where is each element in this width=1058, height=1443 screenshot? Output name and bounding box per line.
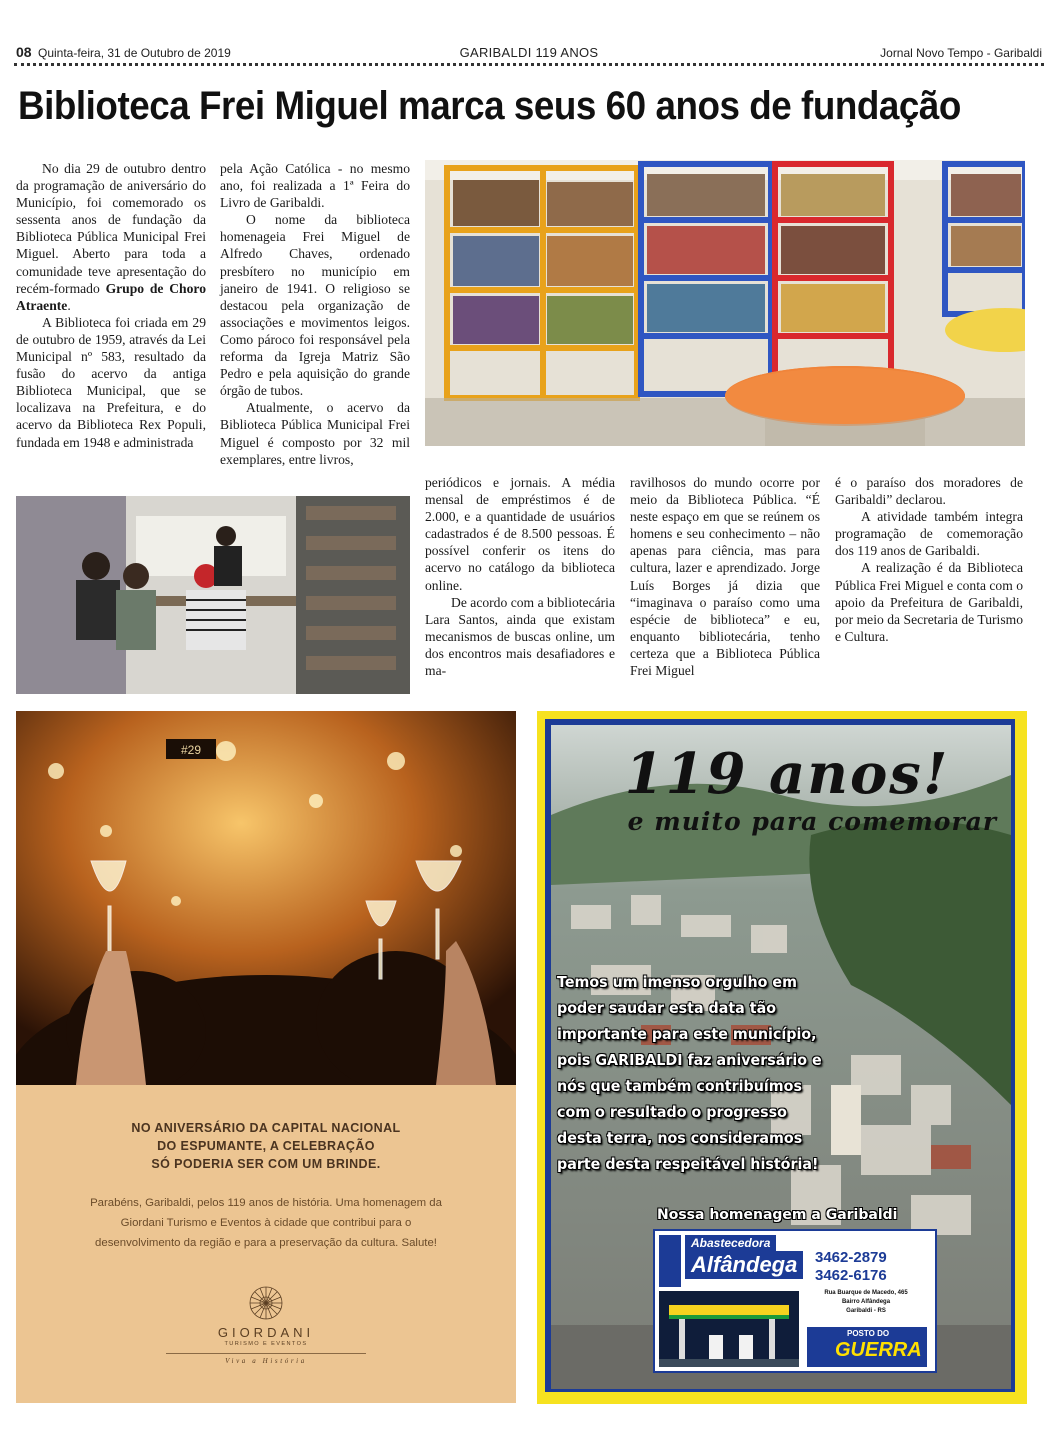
article-column-1 [16, 160, 206, 451]
ad-homage: Nossa homenagem a Garibaldi [657, 1207, 898, 1223]
paragraph: ravilhosos do mundo ocorre por meio da Biblioteca Pública. “É neste espaço em que se reúnem os homens e seu conhecimento – não apenas para ciência, mas para cultura, lazer e aprendizado. Jorge Luís Borges já dizia que “imaginava o paraíso como uma espécie de biblioteca” e eu, enquanto bibliotecária, tenho certeza que a Biblioteca Pública Frei Miguel [630, 475, 820, 679]
paragraph: A atividade também integra programação de comemoração dos 119 anos de Garibaldi. [835, 509, 1023, 559]
library-shelves-photo [425, 160, 1025, 446]
paragraph-text: No dia 29 de outubro dentro da programação de aniversário do Município, foi comemorado os sessenta anos de fundação da Biblioteca Pública Municipal Frei Miguel. Aberto para toda a comunidade teve apresentação do recém-formado [16, 161, 206, 296]
paragraph: periódicos e jornais. A média mensal de empréstimos é de 2.000, e a quantidade de usuários cadastrados é de 8.500 pessoas. É possível conferir os itens do acervo no catálogo da biblioteca online. [425, 475, 615, 593]
article-column-3 [425, 474, 615, 679]
paragraph [16, 160, 206, 314]
ad-subtitle: e muito para comemorar [627, 807, 997, 836]
issue-date: Quinta-feira, 31 de Outubro de 2019 [38, 46, 231, 60]
sponsor-name-1: Abastecedora [685, 1235, 776, 1251]
giordani-brand-sub: TURISMO E EVENTOS [224, 1341, 308, 1347]
giordani-tagline [76, 1119, 456, 1173]
tagline-line: DO ESPUMANTE, A CELEBRAÇÃO [157, 1139, 375, 1153]
newspaper-name: Jornal Novo Tempo - Garibaldi [880, 46, 1042, 60]
paragraph: A Biblioteca foi criada em 29 de outubro de 1959, através da Lei Municipal nº 583, resultado da fusão do acervo da antiga Biblioteca Municipal, que se localizava na Prefeitura, e do acervo da Biblioteca Rex Populi, fundada em 1948 e administrada [16, 314, 206, 450]
sponsor-name-2: Alfândega [685, 1251, 803, 1279]
posto-label-2: GUERRA [835, 1339, 922, 1361]
tagline-line: NO ANIVERSÁRIO DA CAPITAL NACIONAL [131, 1121, 401, 1135]
sponsor-box [653, 1229, 937, 1373]
paragraph: pela Ação Católica - no mesmo ano, foi realizada a 1ª Feira do Livro de Garibaldi. [220, 161, 410, 211]
abastecedora-logo-icon [659, 1235, 681, 1287]
article-column-4 [630, 474, 820, 679]
paragraph: A realização é da Biblioteca Pública Frei Miguel e conta com o apoio da Prefeitura de Garibaldi, por meio da Secretaria de Turismo e Cultura. [835, 560, 1024, 644]
paragraph-end: . [67, 297, 71, 313]
page-number: 08 [16, 44, 32, 60]
group-name: Grupo de Choro Atraente [16, 280, 206, 313]
sponsor-address [807, 1289, 925, 1316]
giordani-brand: GIORDANI [217, 1325, 315, 1340]
address-line: Bairro Alfândega [841, 1299, 891, 1305]
giordani-ad [16, 711, 516, 1403]
reading-room-photo [16, 496, 410, 694]
posto-label-1: POSTO DO [847, 1329, 890, 1338]
paragraph: De acordo com a bibliotecária Lara Santos, ainda que existam mecanismos de buscas online, um dos encontros mais desafiadores e ma- [425, 594, 615, 679]
ad-title: 119 anos! [624, 741, 950, 807]
paragraph: O nome da biblioteca homenageia Frei Miguel de Alfredo Chaves, ordenado presbítero no município em janeiro de 1941. O religioso se destacou pela organização de associações e movimentos leigos. Como pároco foi responsável pela reforma da Igreja Matriz São Pedro e pela aquisição do grande órgão de tubos. [220, 212, 410, 399]
sponsor-phone-2: 3462-6176 [815, 1267, 887, 1284]
paragraph: é o paraíso dos moradores de Garibaldi” declarou. [835, 475, 1023, 508]
article-headline: Biblioteca Frei Miguel marca seus 60 anos de fundação [18, 84, 961, 128]
header-divider [14, 63, 1044, 66]
article-column-5 [835, 474, 1023, 645]
tram-sign: #29 [180, 743, 202, 757]
giordani-panel [16, 1085, 516, 1403]
address-line: Garibaldi - RS [846, 1308, 886, 1314]
sponsor-phone-1: 3462-2879 [815, 1249, 887, 1266]
address-line: Rua Buarque de Macedo, 465 [824, 1290, 908, 1296]
tagline-line: SÓ PODERIA SER COM UM BRINDE. [151, 1157, 381, 1171]
paragraph: Atualmente, o acervo da Biblioteca Pública Municipal Frei Miguel é composto por 32 mil exemplares, entre livros, [220, 400, 410, 467]
posto-do-guerra-logo [807, 1327, 927, 1367]
anniversary-ad [537, 711, 1027, 1404]
article-column-2 [220, 160, 410, 468]
gas-station-photo [659, 1291, 799, 1367]
section-title: GARIBALDI 119 ANOS [459, 45, 599, 60]
giordani-slogan: Viva a História [166, 1353, 366, 1365]
ad-body: Temos um imenso orgulho em poder saudar esta data tão importante para este município, pois GARIBALDI faz aniversário e nós que também contribuímos com o resultado o progresso desta terra, nos consideramos parte desta respeitável história! [557, 973, 822, 1173]
giordani-message: Parabéns, Garibaldi, pelos 119 anos de história. Uma homenagem da Giordani Turismo e Eventos à cidade que contribui para o desenvolvimento da região e para a preservação da cultura. Salute! [90, 1197, 442, 1249]
toast-photo [16, 711, 516, 1085]
page-header [16, 44, 1042, 62]
